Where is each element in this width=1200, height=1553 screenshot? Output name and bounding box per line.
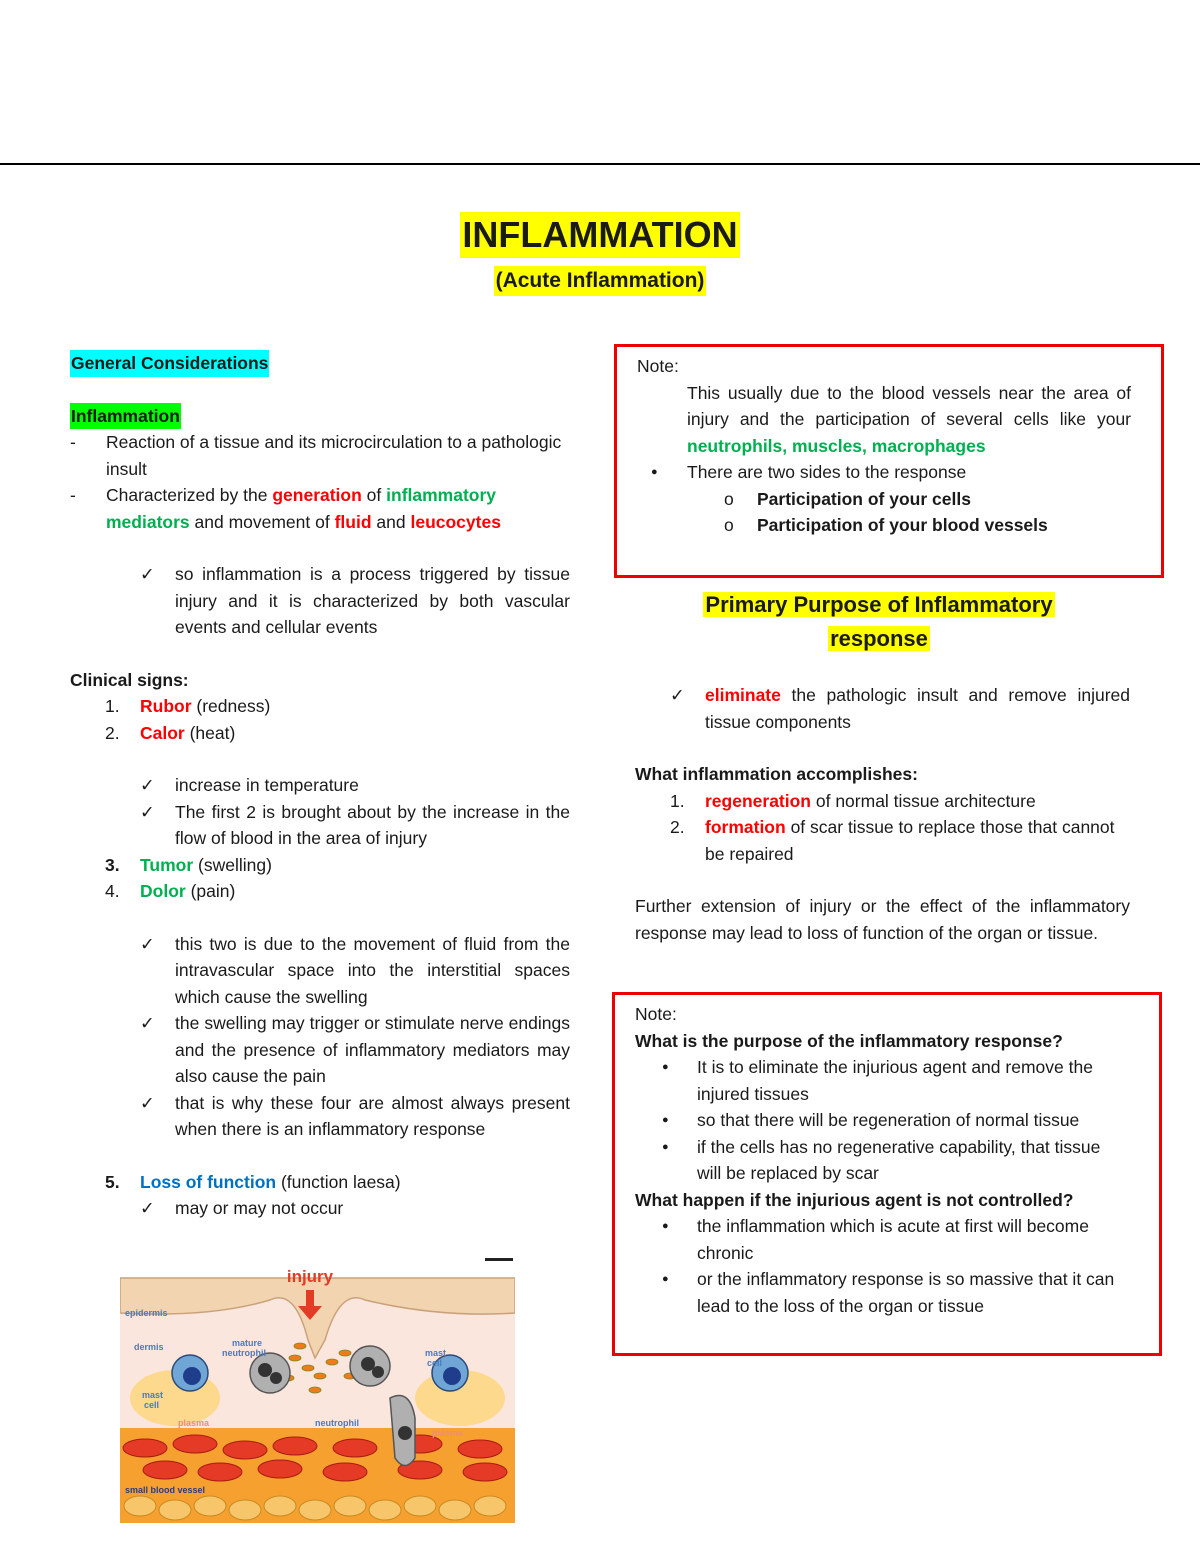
sign-number: 3. — [105, 854, 120, 875]
inflammation-illustration — [120, 1258, 515, 1523]
check-text: this two is due to the movement of fluid from the intravascular space into the interstitial spaces which cause the swelling — [175, 933, 570, 1007]
sign-desc: (pain) — [185, 881, 236, 901]
sign-desc: (redness) — [191, 696, 271, 716]
check-item — [140, 1195, 570, 1222]
label-mast-cell-left-1: mast — [142, 1390, 164, 1400]
page-title: INFLAMMATION — [460, 212, 739, 258]
check-item — [140, 772, 570, 799]
term-fluid: fluid — [334, 511, 372, 532]
check-text: so inflammation is a process triggered by tissue injury and it is characterized by both vascular events and cellular events — [175, 564, 570, 637]
sign-number: 2. — [105, 722, 120, 743]
injury-arrow-shaft — [306, 1290, 314, 1308]
note-bullet: ● It is to eliminate the injurious agent and remove the injured tissues — [635, 1054, 1129, 1107]
check-text: increase in temperature — [175, 775, 359, 795]
check-icon: ✓ — [140, 1013, 155, 1033]
inflammation-heading: Inflammation — [70, 403, 181, 430]
general-considerations-heading: General Considerations — [70, 350, 269, 377]
check-item — [140, 799, 570, 852]
note-text: This usually due to the blood vessels near the area of injury and the participation of several cells like your — [687, 382, 1131, 429]
sign-desc: (heat) — [184, 722, 236, 743]
purpose-heading-line2: response — [830, 626, 928, 651]
item-number: 1. — [670, 790, 685, 811]
corner-mark — [485, 1258, 513, 1261]
item-text: of normal tissue architecture — [811, 790, 1036, 811]
label-mature-neutrophil-1: mature — [232, 1338, 263, 1348]
sign-name: Calor — [140, 722, 185, 743]
right-column — [635, 682, 1130, 946]
note-bullet: ● so that there will be regeneration of normal tissue — [635, 1107, 1129, 1134]
label-mast-cell-left-2: cell — [144, 1400, 160, 1410]
term-inflammatory-mediators: inflammatory mediators — [106, 485, 497, 532]
sign-item-loss-of-function — [70, 1169, 570, 1196]
clinical-signs-heading: Clinical signs: — [70, 669, 189, 690]
note-bullet: ● There are two sides to the response — [637, 459, 1131, 486]
check-item — [670, 682, 1130, 735]
check-icon: ✓ — [140, 564, 155, 584]
sign-number: 4. — [105, 881, 120, 901]
note-cells: neutrophils, muscles, macrophages — [687, 435, 986, 456]
text-span: and — [371, 511, 411, 532]
accomplishes-heading: What inflammation accomplishes: — [635, 764, 918, 784]
note-label: Note: — [637, 356, 679, 376]
purpose-heading-line1: Primary Purpose of Inflammatory — [705, 592, 1053, 617]
term-leucocytes: leucocytes — [410, 511, 501, 532]
note-sub-bullet: o Participation of your cells — [637, 486, 1131, 513]
sign-desc: (function laesa) — [276, 1171, 401, 1192]
check-text: The first 2 is brought about by the increase in the flow of blood in the area of injury — [175, 801, 570, 848]
sign-name: Loss of function — [140, 1171, 277, 1192]
note-box-purpose — [612, 992, 1162, 1356]
top-rule — [0, 163, 1200, 165]
label-mast-cell-right-1: mast — [425, 1348, 447, 1358]
characterized-item — [70, 482, 570, 535]
label-small-blood-vessel: small blood vessel — [125, 1485, 206, 1495]
purpose-heading — [614, 588, 1144, 656]
check-icon: ✓ — [140, 933, 155, 954]
label-neutrophil: neutrophil — [315, 1418, 359, 1428]
item-text: of scar tissue to replace those that cannot be repaired — [705, 817, 1115, 864]
sign-item-tumor — [70, 852, 570, 879]
sign-name: Tumor — [140, 854, 194, 875]
check-text: the swelling may trigger or stimulate nerve endings and the presence of inflammatory mediators may also cause the pain — [175, 1013, 570, 1086]
note-bullet: ● the inflammation which is acute at first will become chronic — [635, 1213, 1129, 1266]
sign-item-dolor — [70, 878, 570, 905]
note-question: What is the purpose of the inflammatory response? — [635, 1030, 1063, 1051]
term-generation: generation — [272, 485, 362, 505]
definition-item: - Reaction of a tissue and its microcirculation to a pathologic insult — [70, 429, 570, 482]
title-block — [0, 212, 1200, 296]
term-eliminate: eliminate — [705, 685, 781, 705]
check-item — [140, 1010, 570, 1090]
sign-number: 5. — [105, 1171, 120, 1192]
note-bullet: ● if the cells has no regenerative capability, that tissue will be replaced by scar — [635, 1134, 1129, 1187]
note-box-vessels — [614, 344, 1164, 578]
label-mast-cell-right-2: cell — [427, 1358, 443, 1368]
page-subtitle: (Acute Inflammation) — [494, 266, 707, 296]
note-paragraph — [637, 380, 1131, 460]
sign-item-rubor — [70, 693, 570, 720]
item-number: 2. — [670, 817, 685, 837]
sign-item-calor — [70, 720, 570, 747]
accomplish-item — [635, 788, 1130, 815]
note-label: Note: — [635, 1004, 677, 1024]
check-text: the pathologic insult and remove injured tissue components — [705, 685, 1130, 732]
check-item — [140, 931, 570, 1011]
left-column — [70, 350, 570, 1222]
term-regeneration: regeneration — [705, 790, 811, 811]
label-mature-neutrophil-2: neutrophil — [222, 1348, 266, 1358]
sign-name: Dolor — [140, 881, 186, 901]
check-icon: ✓ — [140, 1092, 155, 1113]
check-icon: ✓ — [140, 1198, 155, 1218]
label-epidermis: epidermis — [125, 1308, 168, 1318]
label-injury: injury — [286, 1267, 334, 1286]
sign-name: Rubor — [140, 696, 192, 716]
check-item — [140, 1090, 570, 1143]
note-question: What happen if the injurious agent is not controlled? — [635, 1189, 1074, 1210]
check-icon: ✓ — [670, 685, 685, 705]
label-plasma-left: plasma — [178, 1418, 210, 1428]
text-span: of — [361, 485, 387, 505]
label-dermis: dermis — [134, 1342, 164, 1352]
text-span: Characterized by the — [106, 485, 273, 505]
check-text: that is why these four are almost always present when there is an inflammatory response — [175, 1092, 570, 1139]
accomplish-item — [635, 814, 1130, 867]
sign-desc: (swelling) — [193, 854, 272, 875]
note-bullet: ● or the inflammatory response is so massive that it can lead to the loss of the organ or tissue — [635, 1266, 1129, 1319]
sign-number: 1. — [105, 696, 120, 716]
check-text: may or may not occur — [175, 1198, 344, 1218]
check-item — [140, 561, 570, 641]
note-sub-bullet: o Participation of your blood vessels — [637, 512, 1131, 539]
label-plasma-right: plasma — [432, 1428, 464, 1438]
text-span: and movement of — [189, 511, 335, 532]
term-formation: formation — [705, 817, 786, 837]
further-paragraph: Further extension of injury or the effect of the inflammatory response may lead to loss of function of the organ or tissue. — [635, 896, 1130, 943]
check-icon: ✓ — [140, 775, 155, 795]
check-icon: ✓ — [140, 801, 155, 822]
